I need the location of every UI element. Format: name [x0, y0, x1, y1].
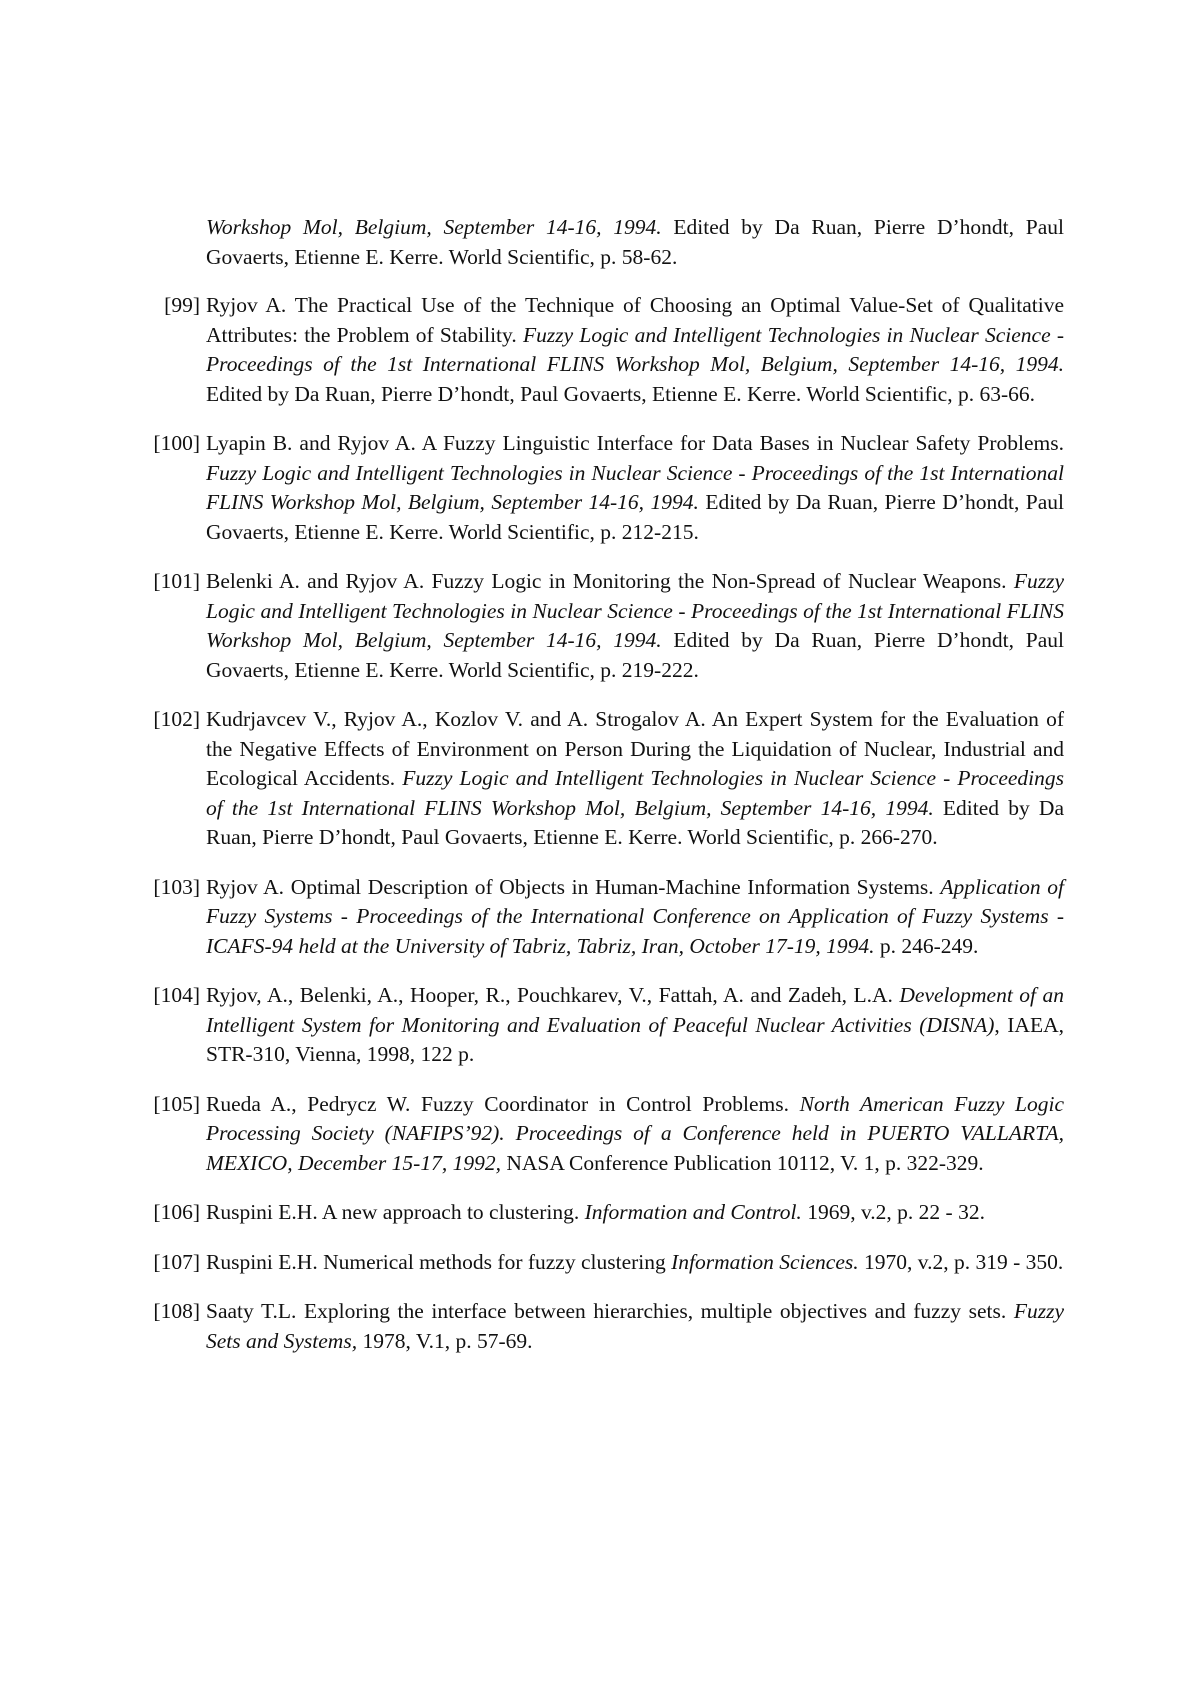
reference-entry — [146, 1248, 1064, 1278]
reference-entry — [146, 567, 1064, 685]
reference-text — [206, 875, 1064, 958]
reference-text-segment: Rueda A., Pedrycz W. Fuzzy Coordinator in Control Problems. — [206, 1091, 800, 1116]
reference-text — [206, 1092, 1064, 1175]
reference-number: [103] — [153, 874, 200, 899]
reference-text-segment: Ryjov, A., Belenki, A., Hooper, R., Pouchkarev, V., Fattah, A. and Zadeh, L.A. — [206, 983, 900, 1007]
reference-number: [108] — [153, 1299, 200, 1323]
reference-number: [102] — [153, 707, 200, 731]
reference-text-segment: Ruspini E.H. Numerical methods for fuzzy clustering — [206, 1249, 672, 1274]
reference-text-segment: Belenki A. and Ryjov A. Fuzzy Logic in Monitoring the Non-Spread of Nuclear Weapons. — [206, 569, 1014, 593]
reference-source-italic: Fuzzy Logic and Intelligent Technologies in Nuclear Science - Proceedings of the 1st International FLINS Workshop Mol, Belgium, September 14-16, 1994. — [206, 460, 1064, 514]
reference-source-italic: North American Fuzzy Logic Processing Society (NAFIPS’92). Proceedings of a Conference held in PUERTO VALLARTA, MEXICO, December 15-17, 1992, — [206, 1091, 1064, 1175]
reference-text — [206, 983, 1064, 1066]
reference-entry — [146, 981, 1064, 1070]
reference-number: [101] — [153, 569, 200, 593]
reference-text-segment: Edited by Da Ruan, Pierre D’hondt, Paul Govaerts, Etienne E. Kerre. World Scientific, p. 266-270. — [206, 795, 1064, 849]
reference-number: [104] — [153, 983, 200, 1007]
reference-text-segment: 1969, v.2, p. 22 - 32. — [801, 1200, 985, 1224]
reference-text-segment: 1978, V.1, p. 57-69. — [357, 1328, 533, 1353]
reference-text-segment: Ryjov A. Optimal Description of Objects in Human-Machine Information Systems. — [206, 874, 941, 899]
reference-text-segment: Ryjov A. The Practical Use of the Technique of Choosing an Optimal Value-Set of Qualitative Attributes: the Problem of Stability. — [206, 293, 1064, 347]
reference-text — [206, 215, 1064, 269]
reference-text-segment: Saaty T.L. Exploring the interface between hierarchies, multiple objectives and fuzzy sets. — [206, 1299, 1014, 1323]
reference-text — [206, 1250, 1063, 1274]
reference-text-segment: Kudrjavcev V., Ryjov A., Kozlov V. and A. Strogalov A. An Expert System for the Evaluation of the Negative Effects of Environment on Person During the Liquidation of Nuclear, Industrial and Ecological Accidents. — [206, 707, 1064, 790]
reference-source-italic: Fuzzy Logic and Intelligent Technologies in Nuclear Science - Proceedings of the 1st International FLINS Workshop Mol, Belgium, September 14-16, 1994. — [206, 322, 1065, 376]
reference-number: [106] — [153, 1200, 200, 1224]
reference-source-italic: Fuzzy Sets and Systems, — [206, 1299, 1064, 1353]
reference-source-italic: Application of Fuzzy Systems - Proceedings of the International Conference on Application of Fuzzy Systems - ICAFS-94 held at the University of Tabriz, Tabriz, Iran, October 17-19, 1994. — [206, 874, 1064, 958]
reference-text-segment: 1970, v.2, p. 319 - 350. — [858, 1249, 1064, 1274]
reference-text — [206, 431, 1064, 544]
reference-text-segment: Edited by Da Ruan, Pierre D’hondt, Paul Govaerts, Etienne E. Kerre. World Scientific, p. 219-222. — [206, 628, 1064, 682]
reference-text — [206, 1299, 1064, 1353]
reference-entry — [146, 873, 1064, 962]
reference-text-segment: Edited by Da Ruan, Pierre D’hondt, Paul Govaerts, Etienne E. Kerre. World Scientific, p. 212-215. — [206, 490, 1064, 544]
reference-source-italic: Information Sciences. — [671, 1249, 859, 1274]
reference-source-italic: Workshop Mol, Belgium, September 14-16, 1994. — [206, 215, 662, 239]
reference-text-segment: Edited by Da Ruan, Pierre D’hondt, Paul Govaerts, Etienne E. Kerre. World Scientific, p. 58-62. — [206, 215, 1064, 269]
reference-entry — [146, 1198, 1064, 1228]
reference-list — [146, 213, 1064, 1376]
reference-source-italic: Information and Control. — [584, 1200, 802, 1224]
reference-text-segment: NASA Conference Publication 10112, V. 1, p. 322-329. — [500, 1150, 984, 1175]
reference-entry — [146, 429, 1064, 547]
reference-number: [99] — [164, 293, 200, 317]
reference-text-segment: , IAEA, STR-310, Vienna, 1998, 122 p. — [206, 1012, 1064, 1066]
reference-entry — [146, 291, 1064, 409]
reference-text-segment: Edited by Da Ruan, Pierre D’hondt, Paul Govaerts, Etienne E. Kerre. World Scientific, p. 63-66. — [206, 381, 1035, 406]
reference-text — [206, 1200, 985, 1224]
reference-source-italic: Fuzzy Logic and Intelligent Technologies in Nuclear Science - Proceedings of the 1st International FLINS Workshop Mol, Belgium, September 14-16, 1994. — [206, 569, 1064, 652]
reference-number: [107] — [153, 1249, 200, 1274]
reference-source-italic: Development of an Intelligent System for Monitoring and Evaluation of Peaceful Nuclear Activities (DISNA) — [206, 983, 1064, 1037]
reference-entry — [146, 1090, 1064, 1179]
reference-text-segment: Lyapin B. and Ryjov A. A Fuzzy Linguistic Interface for Data Bases in Nuclear Safety Problems. — [206, 431, 1064, 455]
reference-entry — [146, 1297, 1064, 1356]
reference-entry — [146, 213, 1064, 272]
reference-text-segment: Ruspini E.H. A new approach to clustering. — [206, 1200, 585, 1224]
reference-entry — [146, 705, 1064, 853]
reference-source-italic: Fuzzy Logic and Intelligent Technologies in Nuclear Science - Proceedings of the 1st International FLINS Workshop Mol, Belgium, September 14-16, 1994. — [206, 766, 1064, 820]
reference-number: [105] — [153, 1091, 200, 1116]
reference-text-segment: p. 246-249. — [874, 933, 979, 958]
reference-text — [206, 707, 1064, 849]
reference-number: [100] — [153, 431, 200, 455]
reference-text — [206, 569, 1064, 682]
reference-text — [206, 293, 1064, 406]
